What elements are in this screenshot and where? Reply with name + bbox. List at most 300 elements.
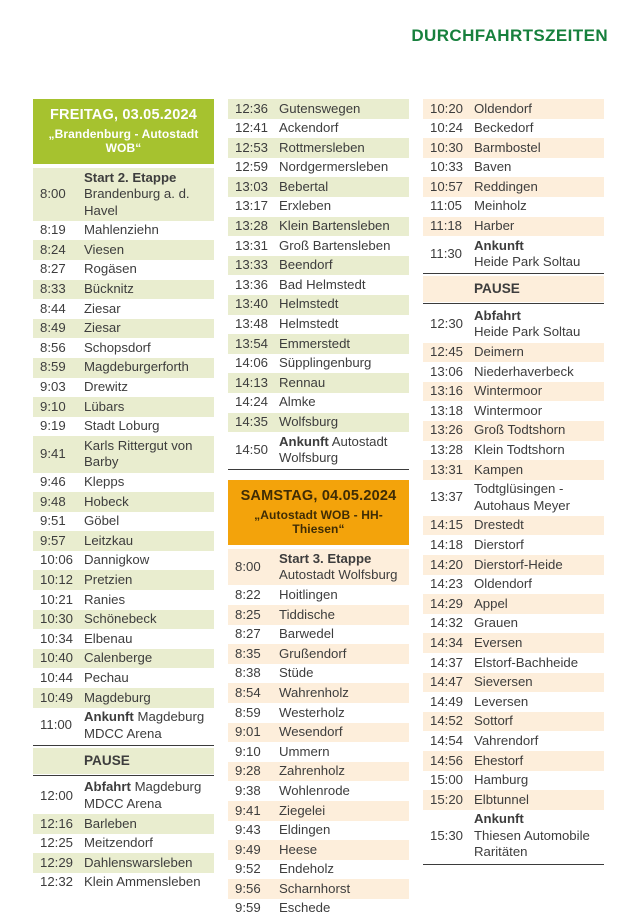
row-station: Grauen [474,615,518,631]
schedule-row [228,432,409,468]
row-station: Sieversen [474,674,533,690]
day-header-samstag [228,480,409,545]
row-time: 9:10 [235,743,261,759]
row-station: Oldendorf [474,100,532,116]
row-station: Zahrenholz [279,763,345,779]
row-time: 9:48 [40,493,66,509]
spacer [228,472,409,480]
row-station: Gutenswegen [279,100,361,116]
row-time: 12:41 [235,120,269,136]
schedule-row [228,354,409,374]
row-station: Harber [474,218,515,234]
schedule-row [423,555,604,575]
schedule-row [423,119,604,139]
schedule-column-1 [33,99,214,919]
section-divider [423,864,604,865]
schedule-row [228,644,409,664]
row-time: 10:33 [430,159,464,175]
row-time: 14:13 [235,374,269,390]
row-station: Westerholz [279,704,345,720]
row-station: Viesen [84,241,125,257]
row-time: 12:16 [40,815,74,831]
row-station: Groß Bartensleben [279,237,391,253]
row-station-text: Heide Park Soltau [474,324,581,340]
row-station: Wintermoor [474,383,543,399]
row-time: 13:54 [235,335,269,351]
row-time: 15:00 [430,772,464,788]
row-station: Bad Helmstedt [279,276,366,292]
row-station: Groß Todtshorn [474,422,566,438]
schedule-row [423,633,604,653]
schedule-row [228,393,409,413]
row-station: Stüde [279,665,314,681]
row-station: Calenberge [84,650,153,666]
schedule-row [228,413,409,433]
schedule-row [228,821,409,841]
schedule-row [228,840,409,860]
row-time: 13:31 [235,237,269,253]
row-station: Schönebeck [84,611,157,627]
row-time: 13:48 [235,316,269,332]
row-station-bold: Start 2. Etappe [84,169,177,185]
row-time: 14:06 [235,355,269,371]
row-station: Leversen [474,693,529,709]
row-time: 10:30 [40,611,74,627]
pause-row [423,276,604,302]
row-time: 13:28 [430,442,464,457]
schedule-row [228,879,409,899]
schedule-row [423,421,604,441]
row-station [474,810,604,863]
row-time: 10:40 [40,650,74,666]
row-station-text: Thiesen Automobile Raritäten [474,827,590,860]
row-station-bold: Abfahrt [84,779,131,795]
row-time: 10:24 [430,120,464,136]
row-station: Drestedt [474,517,524,533]
row-time: 9:41 [40,446,66,462]
schedule-row [33,397,214,417]
row-station: Wohlenrode [279,782,350,798]
row-station: Ranies [84,591,126,607]
row-station: Elstorf-Bachheide [474,654,579,670]
row-station: Dannigkow [84,552,150,568]
day-header-date: SAMSTAG, 04.05.2024 [240,488,397,505]
row-station: Eversen [474,634,523,650]
row-station: Pechau [84,669,129,685]
row-station [474,236,604,272]
row-station: Wolfsburg [279,414,339,429]
row-time: 8:19 [40,222,66,238]
schedule-row [228,801,409,821]
schedule-row [33,436,214,472]
row-station: Rottmersleben [279,139,365,155]
schedule-column-2 [228,99,409,919]
row-station: Todtglüsingen - Autohaus Meyer [474,481,571,513]
row-station-text: Autostadt Wolfsburg [279,567,398,583]
schedule-row [423,343,604,363]
row-station: Klepps [84,474,125,489]
schedule-row [228,625,409,645]
row-time: 14:34 [430,634,464,650]
row-station: Meitzendorf [84,835,153,851]
row-station: Drewitz [84,379,128,395]
row-time: 14:49 [430,693,464,709]
row-station: Kampen [474,461,524,477]
row-station-bold: Ankunft [279,433,329,449]
row-station: Klein Bartensleben [279,218,390,234]
row-station: Barleben [84,815,137,831]
schedule-row [33,358,214,378]
row-time: 12:29 [40,854,74,870]
schedule-row [33,551,214,571]
section-divider [423,303,604,304]
schedule-row [33,570,214,590]
section-divider [33,745,214,746]
row-time: 9:03 [40,379,66,395]
row-station: Ummern [279,743,330,759]
schedule-row [33,378,214,398]
row-time: 14:20 [430,556,464,572]
schedule-row [228,723,409,743]
schedule-row [33,873,214,893]
row-station: Wahrenholz [279,684,349,700]
row-time: 9:49 [235,841,261,857]
row-station-bold: Start 3. Etappe [279,550,372,566]
row-station: Hobeck [84,493,129,509]
row-time: 13:31 [430,461,464,477]
row-station-bold: Ankunft [84,709,134,725]
row-station: Magdeburg [84,689,151,705]
day-header-route: „Brandenburg - Autostadt WOB“ [48,127,199,155]
schedule-row [423,362,604,382]
schedule-row [228,99,409,119]
schedule-row [228,236,409,256]
section-divider [228,469,409,470]
schedule-row [423,306,604,342]
schedule-row [423,751,604,771]
row-station [279,432,409,468]
row-time: 13:33 [235,257,269,273]
schedule-row [33,610,214,630]
schedule-row [423,441,604,461]
row-time: 13:17 [235,198,269,214]
day-header-freitag [33,99,214,164]
row-time: 13:37 [430,489,464,505]
schedule-row [423,177,604,197]
row-time: 9:10 [40,398,66,414]
row-time: 15:20 [430,791,464,807]
schedule-row [228,683,409,703]
row-station [84,708,214,744]
schedule-row [423,771,604,791]
row-time: 8:38 [235,665,261,681]
schedule-row [33,338,214,358]
row-station: Wintermoor [474,402,543,418]
schedule-row [228,742,409,762]
schedule-row [228,275,409,295]
schedule-row [228,781,409,801]
row-time: 9:41 [235,802,261,818]
row-station: Bücknitz [84,281,134,297]
row-station: Reddingen [474,178,538,194]
row-time: 11:00 [40,717,73,733]
row-station: Klein Ammensleben [84,874,201,890]
row-time: 10:30 [430,139,464,155]
row-station: Grußendorf [279,645,347,661]
row-time: 13:36 [235,276,269,292]
schedule-row [228,158,409,178]
schedule-row [423,516,604,536]
row-time: 8:00 [235,559,261,575]
row-time: 9:01 [235,724,261,740]
row-time: 8:54 [235,684,261,700]
row-time: 12:25 [40,835,74,851]
row-station: Ackendorf [279,120,339,136]
row-station: Endeholz [279,861,334,877]
schedule-column-3 [423,99,604,919]
row-station-text: Brandenburg a. d. Havel [84,186,190,218]
row-station: Vahrendorf [474,732,539,748]
schedule-row [423,197,604,217]
schedule-row [33,512,214,532]
row-time: 14:37 [430,654,464,670]
schedule-row [228,762,409,782]
pause-row [33,748,214,774]
row-station: Rennau [279,374,326,390]
row-station: Helmstedt [279,296,339,312]
schedule-row [33,590,214,610]
row-station: Leitzkau [84,532,134,548]
row-station: Elbenau [84,630,133,646]
row-station-text: Magdeburg MDCC Arena [84,709,205,741]
row-time: 15:30 [430,827,464,843]
schedule-row [228,295,409,315]
row-time: 9:52 [235,861,261,877]
row-station: Beendorf [279,257,333,273]
row-time: 14:52 [430,713,464,729]
row-station: Heese [279,841,318,857]
row-time: 12:53 [235,139,269,155]
row-time: 14:32 [430,615,464,631]
row-station: Baven [474,159,512,175]
schedule-row [228,256,409,276]
row-time: 10:49 [40,689,74,705]
row-time: 13:28 [235,218,269,234]
schedule-row [423,217,604,237]
row-time: 8:59 [235,704,261,720]
row-station: PAUSE [474,281,520,297]
row-time: 8:59 [40,359,66,375]
row-station: Süpplingenburg [279,355,372,371]
row-station [474,306,604,342]
row-station [84,168,214,221]
row-station: Oldendorf [474,576,532,592]
row-time: 10:20 [430,100,464,116]
row-time: 8:00 [40,186,66,202]
schedule-row [423,810,604,863]
row-station: PAUSE [84,752,130,768]
row-time: 9:28 [235,763,261,779]
row-time: 10:44 [40,669,74,685]
schedule-row [33,417,214,437]
row-time: 13:18 [430,402,464,418]
schedule-row [423,712,604,732]
row-time: 12:32 [40,874,74,890]
row-station: Bebertal [279,178,329,194]
schedule-row [423,138,604,158]
schedule-row [228,373,409,393]
schedule-row [33,319,214,339]
day-header-route: „Autostadt WOB - HH-Thiesen“ [254,508,383,537]
row-station-bold: Ankunft [474,237,524,253]
row-time: 8:33 [40,281,66,297]
row-time: 8:35 [235,645,261,661]
schedule-row [423,614,604,634]
schedule-row [33,688,214,708]
row-station: Wesendorf [279,724,343,740]
schedule-row [423,535,604,555]
schedule-row [33,853,214,873]
row-station: Hamburg [474,772,529,788]
schedule-row [423,594,604,614]
row-time: 13:03 [235,178,269,194]
row-station: Ehestorf [474,752,524,768]
row-time: 11:30 [430,245,463,261]
row-station: Barmbostel [474,139,541,155]
row-time: 14:29 [430,595,464,611]
schedule-row [423,382,604,402]
schedule-row [228,177,409,197]
row-station: Klein Todtshorn [474,442,565,457]
schedule-row [33,240,214,260]
row-time: 8:25 [235,606,261,622]
schedule-row [423,460,604,480]
schedule-row [33,260,214,280]
row-time: 8:49 [40,320,66,336]
row-time: 10:34 [40,630,74,646]
row-station: Emmerstedt [279,335,351,351]
section-divider [423,273,604,274]
row-time: 12:00 [40,787,74,803]
row-station: Nordgermersleben [279,159,389,175]
row-station: Tiddische [279,606,335,622]
row-station-bold: Abfahrt [474,307,521,323]
schedule-row [423,236,604,272]
schedule-row [33,708,214,744]
row-time: 13:26 [430,422,464,438]
row-station: Dahlenswarsleben [84,854,193,870]
schedule-row [33,814,214,834]
schedule-row [33,778,214,814]
row-time: 8:44 [40,300,66,316]
row-time: 8:27 [235,626,261,642]
row-time: 14:24 [235,394,269,410]
row-station: Barwedel [279,626,334,642]
row-time: 13:40 [235,296,269,312]
schedule-row [423,673,604,693]
schedule-row [228,217,409,237]
row-time: 9:59 [235,900,261,916]
schedule-row [33,221,214,241]
row-time: 14:50 [235,441,269,457]
row-time: 14:54 [430,732,464,748]
row-time: 8:22 [235,586,261,602]
row-station: Stadt Loburg [84,418,160,434]
day-header-date: FREITAG, 03.05.2024 [50,107,197,123]
schedule-row [423,158,604,178]
row-station: Dierstorf [474,536,524,552]
row-time: 9:56 [235,880,261,896]
schedule-row [228,197,409,217]
row-time: 11:18 [430,218,463,234]
row-time: 10:12 [40,571,74,587]
row-time: 12:36 [235,100,269,116]
row-time: 12:59 [235,159,269,175]
row-station: Ziesar [84,300,121,316]
schedule-row [228,860,409,880]
schedule-row [33,834,214,854]
schedule-row [33,668,214,688]
schedule-row [33,531,214,551]
schedule-row [228,315,409,335]
row-station: Ziegelei [279,802,326,818]
row-station: Niederhaverbeck [474,363,574,379]
row-time: 9:46 [40,474,66,489]
row-station: Sottorf [474,713,513,729]
row-station: Meinholz [474,198,527,214]
row-time: 10:57 [430,178,464,194]
row-station-text: Autostadt Wolfsburg [279,433,388,466]
row-station: Beckedorf [474,120,534,136]
schedule-row [423,653,604,673]
row-station [279,549,409,585]
row-station: Eschede [279,900,331,916]
row-time: 8:24 [40,241,66,257]
row-station: Scharnhorst [279,880,351,896]
row-time: 12:45 [430,344,464,360]
row-time: 14:15 [430,517,464,533]
schedule-row [33,280,214,300]
schedule-columns [33,99,604,919]
row-time: 9:57 [40,532,66,548]
row-station: Deimern [474,344,524,360]
row-time: 8:27 [40,261,66,277]
schedule-row [228,605,409,625]
row-station: Göbel [84,513,120,529]
row-time: 14:23 [430,576,464,592]
row-time: 12:30 [430,316,464,332]
row-station-bold: Ankunft [474,811,524,827]
row-station: Helmstedt [279,316,339,332]
row-station [84,778,214,814]
schedule-row [33,168,214,221]
row-time: 13:06 [430,363,464,379]
schedule-row [423,575,604,595]
row-time: 10:21 [40,591,74,607]
schedule-row [228,138,409,158]
row-station-text: Magdeburg MDCC Arena [84,779,202,811]
row-station: Schopsdorf [84,339,151,355]
schedule-row [228,585,409,605]
schedule-row [228,334,409,354]
schedule-row [423,99,604,119]
page-title: DURCHFAHRTSZEITEN [411,26,608,45]
row-time: 14:18 [430,536,464,552]
row-station: Karls Rittergut von Barby [84,437,193,470]
schedule-row [423,692,604,712]
row-station: Dierstorf-Heide [474,556,563,572]
schedule-row [228,899,409,919]
